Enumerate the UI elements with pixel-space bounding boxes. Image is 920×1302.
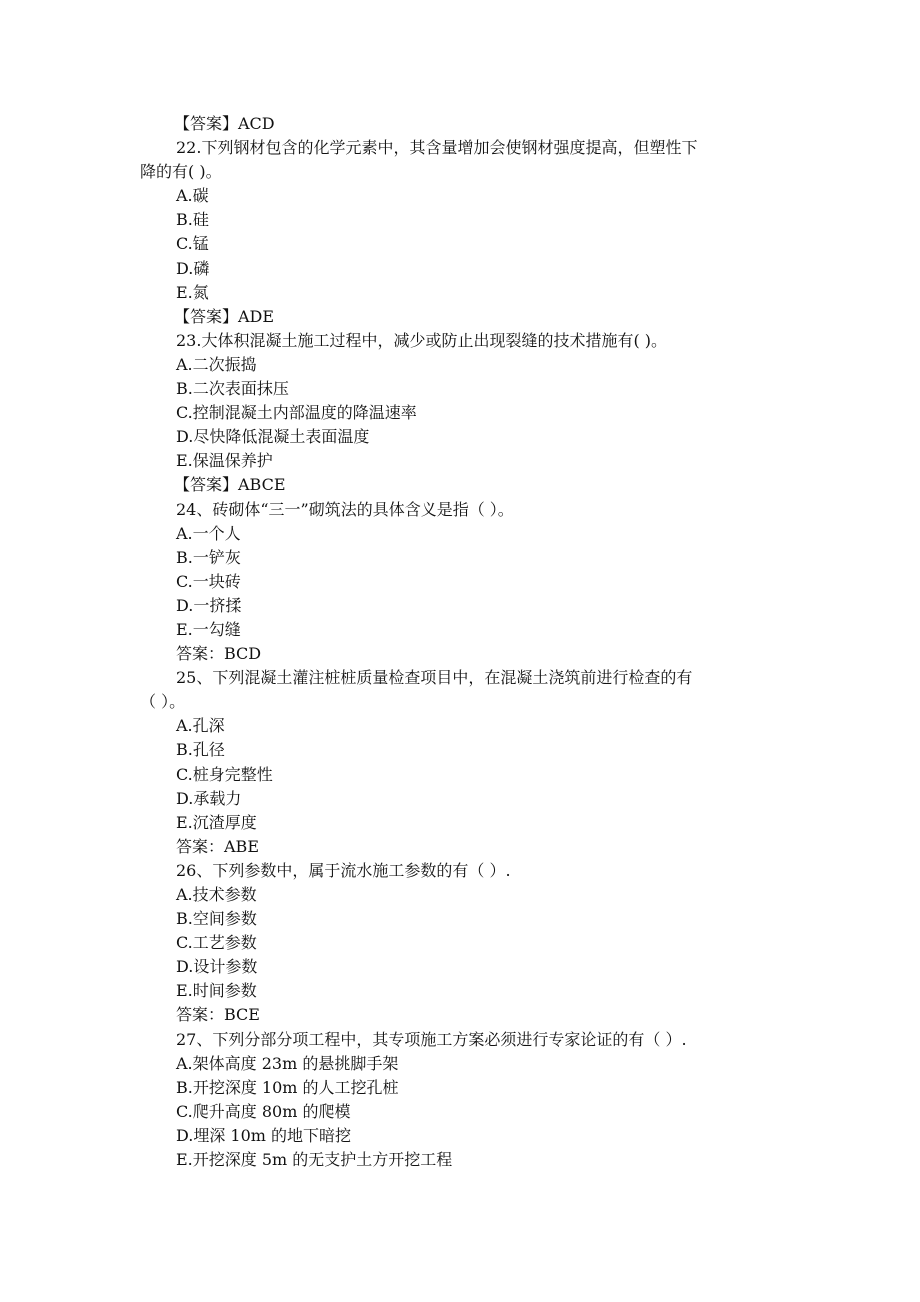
answer-line: 答案：BCD [176, 644, 262, 664]
option-line: B.硅 [176, 210, 209, 230]
option-line: A.碳 [176, 186, 209, 206]
option-line: A.架体高度 23m 的悬挑脚手架 [176, 1053, 399, 1073]
option-line: E.保温保养护 [176, 451, 273, 471]
question-26: 26、下列参数中，属于流水施工参数的有（ ）. [176, 860, 511, 880]
option-line: B.二次表面抹压 [176, 379, 289, 399]
option-line: D.一挤揉 [176, 595, 242, 615]
option-line: E.沉渣厚度 [176, 812, 257, 832]
option-line: D.承载力 [176, 788, 242, 808]
answer-line: 【答案】ACD [174, 114, 275, 133]
option-line: E.开挖深度 5m 的无支护土方开挖工程 [176, 1150, 453, 1170]
option-line: B.一铲灰 [176, 547, 241, 567]
option-line: E.一勾缝 [176, 619, 241, 639]
question-continuation: （ ）。 [140, 692, 186, 712]
answer-line: 答案：BCE [176, 1005, 260, 1025]
answer-line: 答案：ABE [176, 836, 259, 856]
option-line: A.二次振捣 [176, 354, 257, 374]
answer-line: 【答案】ADE [174, 306, 275, 326]
question-24: 24、砖砌体“三一”砌筑法的具体含义是指（ ）。 [176, 499, 514, 519]
option-line: C.桩身完整性 [176, 764, 273, 784]
option-line: D.设计参数 [176, 957, 258, 977]
option-line: B.孔径 [176, 740, 225, 760]
option-line: C.锰 [176, 234, 209, 254]
question-continuation: 降的有( )。 [140, 162, 222, 182]
option-line: B.空间参数 [176, 909, 257, 929]
question-23: 23.大体积混凝土施工过程中，减少或防止出现裂缝的技术措施有( )。 [176, 330, 668, 350]
option-line: D.埋深 10m 的地下暗挖 [176, 1125, 352, 1145]
option-line: D.尽快降低混凝土表面温度 [176, 427, 370, 447]
document-page [140, 112, 790, 1172]
option-line: C.控制混凝土内部温度的降温速率 [176, 403, 417, 423]
option-line: C.工艺参数 [176, 933, 257, 953]
question-22: 22.下列钢材包含的化学元素中，其含量增加会使钢材强度提高，但塑性下 [176, 138, 698, 158]
option-line: C.爬升高度 80m 的爬模 [176, 1101, 351, 1121]
question-25: 25、下列混凝土灌注桩桩质量检查项目中，在混凝土浇筑前进行检查的有 [176, 668, 693, 688]
option-line: E.氮 [176, 282, 209, 302]
question-27: 27、下列分部分项工程中，其专项施工方案必须进行专家论证的有（ ）. [176, 1029, 687, 1049]
option-line: A.一个人 [176, 523, 241, 543]
option-line: B.开挖深度 10m 的人工挖孔桩 [176, 1077, 399, 1097]
option-line: C.一块砖 [176, 571, 241, 591]
option-line: A.孔深 [176, 716, 225, 736]
option-line: D.磷 [176, 258, 210, 278]
answer-line: 【答案】ABCE [174, 475, 286, 495]
option-line: A.技术参数 [176, 885, 257, 904]
option-line: E.时间参数 [176, 981, 257, 1001]
